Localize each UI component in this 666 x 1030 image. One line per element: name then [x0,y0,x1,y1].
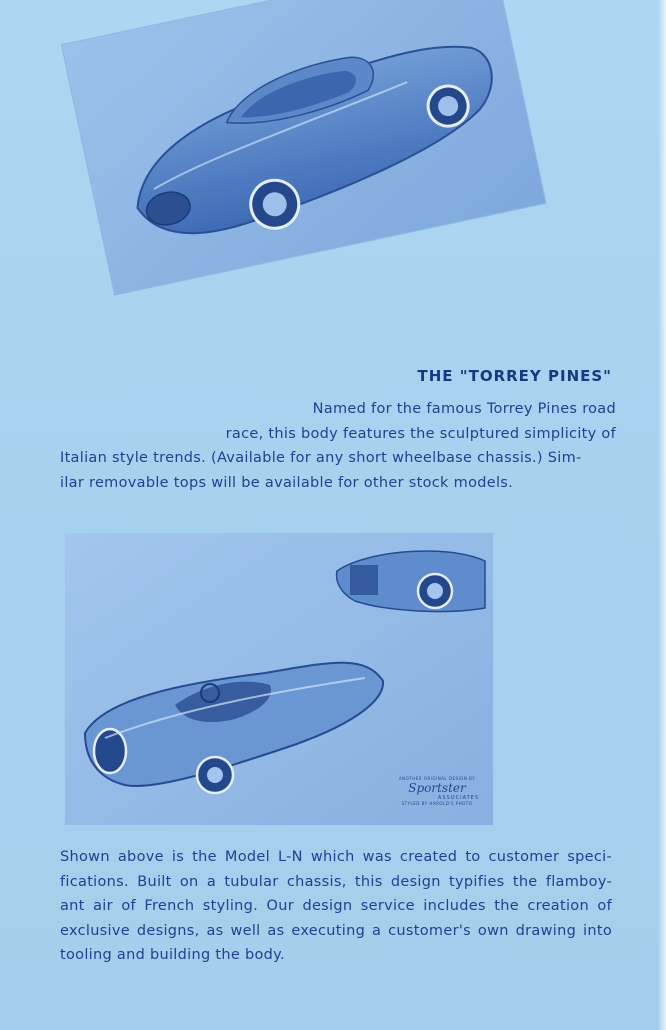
torrey-pines-description [60,397,616,495]
signature-bottom-line: STYLED BY HAROLD'S PHOTO [401,801,473,806]
signature-top-line: ANOTHER ORIGINAL DESIGN BY [398,776,476,781]
page-edge-shadow [658,0,666,1030]
text-line: Named for the famous Torrey Pines road [312,401,616,417]
text-line: Italian style trends. (Available for any short wheelbase chassis.) Sim- [60,450,582,466]
text-line: exclusive designs, as well as executing a customer's own drawing into [60,922,612,939]
torrey-pines-car-illustration [62,0,545,294]
model-ln-car-illustration [65,533,493,825]
signature-name: Sportster [408,781,466,795]
designer-signature [395,776,479,806]
text-line: tooling and building the body. [60,947,285,963]
text-line: ant air of French styling. Our design service includes the creation of [60,898,612,914]
model-ln-description [60,845,612,968]
section-title: THE "TORREY PINES" [417,367,612,385]
text-line: ilar removable tops will be available for other stock models. [60,474,514,491]
signature-sub: ASSOCIATES [437,795,479,801]
text-line: race, this body features the sculptured simplicity of [225,425,616,442]
torrey-pines-car-drawing [62,0,545,294]
text-line: fications. Built on a tubular chassis, this design typifies the flamboy- [60,873,612,890]
text-line: Shown above is the Model L-N which was created to customer speci- [60,849,612,865]
